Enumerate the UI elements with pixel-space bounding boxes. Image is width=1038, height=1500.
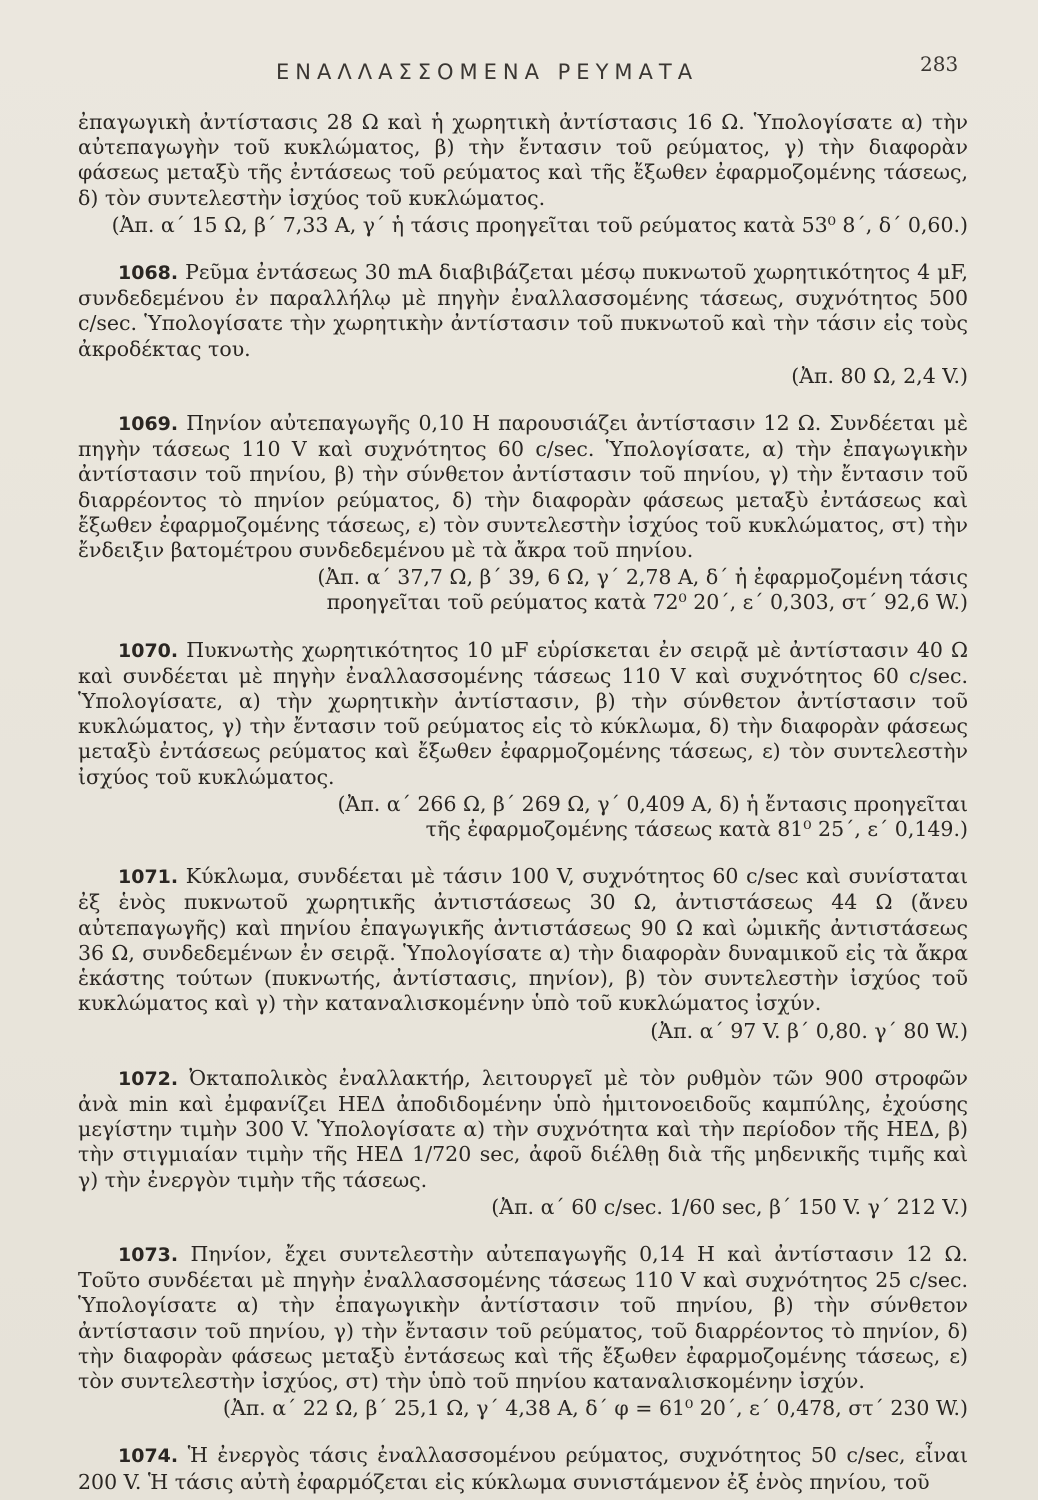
problem-1074 [78,1443,968,1494]
problem-1072 [78,1066,968,1220]
problem-answer: (Ἀπ. α΄ 97 V. β΄ 0,80. γ΄ 80 W.) [650,1018,968,1043]
problem-text: ἐπαγωγικὴ ἀντίστασις 28 Ω καὶ ἡ χωρητικὴ ἀντίστασις 16 Ω. Ὑπολογίσατε α) τὴν αὐτεπαγωγὴν τοῦ κυκλώματος, β) τὴν ἔντασιν τοῦ ρεύματος, γ) τὴν διαφορὰν φάσεως μεταξὺ τῆς ἐντάσεως τοῦ ρεύματος καὶ τῆς ἔξωθεν ἐφαρμοζομένης τάσεως, δ) τὸν συντελεστὴν ἰσχύος τοῦ κυκλώματος. [78,110,968,210]
problem-answer-continued: προηγεῖται τοῦ ρεύματος κατὰ 72⁰ 20΄, ε΄ 0,303, στ΄ 92,6 W.) [326,590,968,615]
problem-answer: (Ἀπ. α΄ 15 Ω, β΄ 7,33 Α, γ΄ ἡ τάσις προηγεῖται τοῦ ρεύματος κατὰ 53⁰ 8΄, δ΄ 0,60.) [111,212,968,237]
problem-number: 1070. [118,639,179,662]
problem-number: 1072. [118,1067,179,1090]
problem-number: 1068. [118,262,179,285]
problem-number: 1073. [118,1243,179,1266]
problem-text: Πηνίον, ἔχει συντελεστὴν αὐτεπαγωγῆς 0,14 Η καὶ ἀντίστασιν 12 Ω. Τοῦτο συνδέεται μὲ πηγὴν ἐναλλασσομένης τάσεως 110 V καὶ συχνότητος 25 c/sec. Ὑπολογίσατε α) τὴν ἐπαγωγικὴν ἀντίστασιν τοῦ πηνίου, β) τὴν σύνθετον ἀντίστασιν τοῦ πηνίου, γ) τὴν ἔντασιν τοῦ ρεύματος, τοῦ διαρρέοντος τὸ πηνίον, δ) τὴν διαφορὰν φάσεως μεταξὺ ἐντάσεως καὶ τῆς ἔξωθεν ἐφαρμοζομένης τάσεως, ε) τὸν συντελεστὴν ἰσχύος, στ) τὴν ὑπὸ τοῦ πηνίου καταναλισκομένην ἰσχύν. [78,1241,968,1393]
problem-answer: (Ἀπ. α΄ 60 c/sec. 1/60 sec, β΄ 150 V. γ΄ 212 V.) [491,1194,968,1219]
running-title: ΕΝΑΛΛΑΣΣΟΜΕΝΑ ΡΕΥΜΑΤΑ [276,60,699,84]
continued-problem [78,110,968,238]
problem-answer-continued: τῆς ἐφαρμοζομένης τάσεως κατὰ 81⁰ 25΄, ε΄ 0,149.) [425,817,968,842]
problem-text: Κύκλωμα, συνδέεται μὲ τάσιν 100 V, συχνότητος 60 c/sec καὶ συνίσταται ἐξ ἑνὸς πυκνωτοῦ χωρητικῆς ἀντιστάσεως 30 Ω, ἀντιστάσεως 44 Ω (ἄνευ αὐτεπαγωγῆς) καὶ πηνίου ἐπαγωγικῆς ἀντιστάσεως 90 Ω καὶ ὠμικῆς ἀντιστάσεως 36 Ω, συνδεδεμένων ἐν σειρᾷ. Ὑπολογίσατε α) τὴν διαφορὰν δυναμικοῦ εἰς τὰ ἄκρα ἑκάστης τούτων (πυκνωτής, ἀντίστασις, πηνίον), β) τὸν συντελεστὴν ἰσχύος τοῦ κυκλώματος καὶ γ) τὴν καταναλισκομένην ὑπὸ τοῦ κυκλώματος ἰσχύν. [78,864,968,1016]
problem-text: Ρεῦμα ἐντάσεως 30 mA διαβιβάζεται μέσῳ πυκνωτοῦ χωρητικότητος 4 μF, συνδεδεμένου ἐν παραλλήλῳ μὲ πηγὴν ἐναλλασσομένης τάσεως, συχνότητος 500 c/sec. Ὑπολογίσατε τὴν χωρητικὴν ἀντίστασιν τοῦ πυκνωτοῦ καὶ τὴν τάσιν εἰς τοὺς ἀκροδέκτας του. [78,260,968,361]
problem-answer: (Ἀπ. 80 Ω, 2,4 V.) [791,363,968,388]
page-number: 283 [920,52,959,76]
problem-1068 [78,260,968,389]
problem-answer: (Ἀπ. α΄ 37,7 Ω, β΄ 39, 6 Ω, γ΄ 2,78 Α, δ΄ ἡ ἐφαρμοζομένη τάσις [317,565,968,590]
problem-number: 1069. [118,413,179,436]
problem-text: Ὀκταπολικὸς ἐναλλακτήρ, λειτουργεῖ μὲ τὸν ρυθμὸν τῶν 900 στροφῶν ἀνὰ min καὶ ἐμφανίζει ΗΕΔ ἀποδιδομένην ὑπὸ ἡμιτονοειδοῦς καμπύλης, ἐχούσης μεγίστην τιμὴν 300 V. Ὑπολογίσατε α) τὴν συχνότητα καὶ τὴν περίοδον τῆς ΗΕΔ, β) τὴν στιγμιαίαν τιμὴν τῆς ΗΕΔ 1/720 sec, ἀφοῦ διέλθῃ διὰ τῆς μηδενικῆς τιμῆς καὶ γ) τὴν ἐνεργὸν τιμὴν τῆς τάσεως. [78,1065,968,1192]
problem-1073 [78,1242,968,1421]
problem-answer: (Ἀπ. α΄ 22 Ω, β΄ 25,1 Ω, γ΄ 4,38 Α, δ΄ φ = 61⁰ 20΄, ε΄ 0,478, στ΄ 230 W.) [222,1396,968,1421]
problem-1070 [78,638,968,843]
problem-answer: (Ἀπ. α΄ 266 Ω, β΄ 269 Ω, γ΄ 0,409 Α, δ) ἡ ἔντασις προηγεῖται [337,791,968,816]
problem-number: 1074. [118,1445,179,1468]
running-head [0,52,1038,92]
body-text [78,110,968,1495]
problem-text: Ἡ ἐνεργὸς τάσις ἐναλλασσομένου ρεύματος, συχνότητος 50 c/sec, εἶναι 200 V. Ἡ τάσις αὐτὴ ἐφαρμόζεται εἰς κύκλωμα συνιστάμενον ἐξ ἑνὸς πηνίου, τοῦ [78,1443,968,1494]
problem-text: Πηνίον αὐτεπαγωγῆς 0,10 Η παρουσιάζει ἀντίστασιν 12 Ω. Συνδέεται μὲ πηγὴν τάσεως 110 V καὶ συχνότητος 60 c/sec. Ὑπολογίσατε, α) τὴν ἐπαγωγικὴν ἀντίστασιν τοῦ πηνίου, β) τὴν σύνθετον ἀντίστασιν τοῦ πηνίου, γ) τὴν ἔντασιν τοῦ διαρρέοντος τὸ πηνίον ρεύματος, δ) τὴν διαφορὰν φάσεως μεταξὺ ἐντάσεως καὶ ἔξωθεν ἐφαρμοζομένης τάσεως, ε) τὸν συντελεστὴν ἰσχύος τοῦ κυκλώματος, στ) τὴν ἔνδειξιν βατομέτρου συνδεδεμένου μὲ τὰ ἄκρα τοῦ πηνίου. [78,411,968,563]
problem-1069 [78,411,968,616]
problem-text: Πυκνωτὴς χωρητικότητος 10 μF εὑρίσκεται ἐν σειρᾷ μὲ ἀντίστασιν 40 Ω καὶ συνδέεται μὲ πηγὴν ἐναλλασσομένης τάσεως 110 V καὶ συχνότητος 60 c/sec. Ὑπολογίσατε, α) τὴν χωρητικὴν ἀντίστασιν, β) τὴν σύνθετον ἀντίστασιν τοῦ κυκλώματος, γ) τὴν ἔντασιν τοῦ ρεύματος εἰς τὸ κύκλωμα, δ) τὴν διαφορὰν φάσεως μεταξὺ ἐντάσεως ρεύματος καὶ ἔξωθεν ἐφαρμοζομένης τάσεως, ε) τὸν συντελεστὴν ἰσχύος τοῦ κυκλώματος. [78,637,968,789]
problem-1071 [78,864,968,1043]
problem-number: 1071. [118,866,179,889]
